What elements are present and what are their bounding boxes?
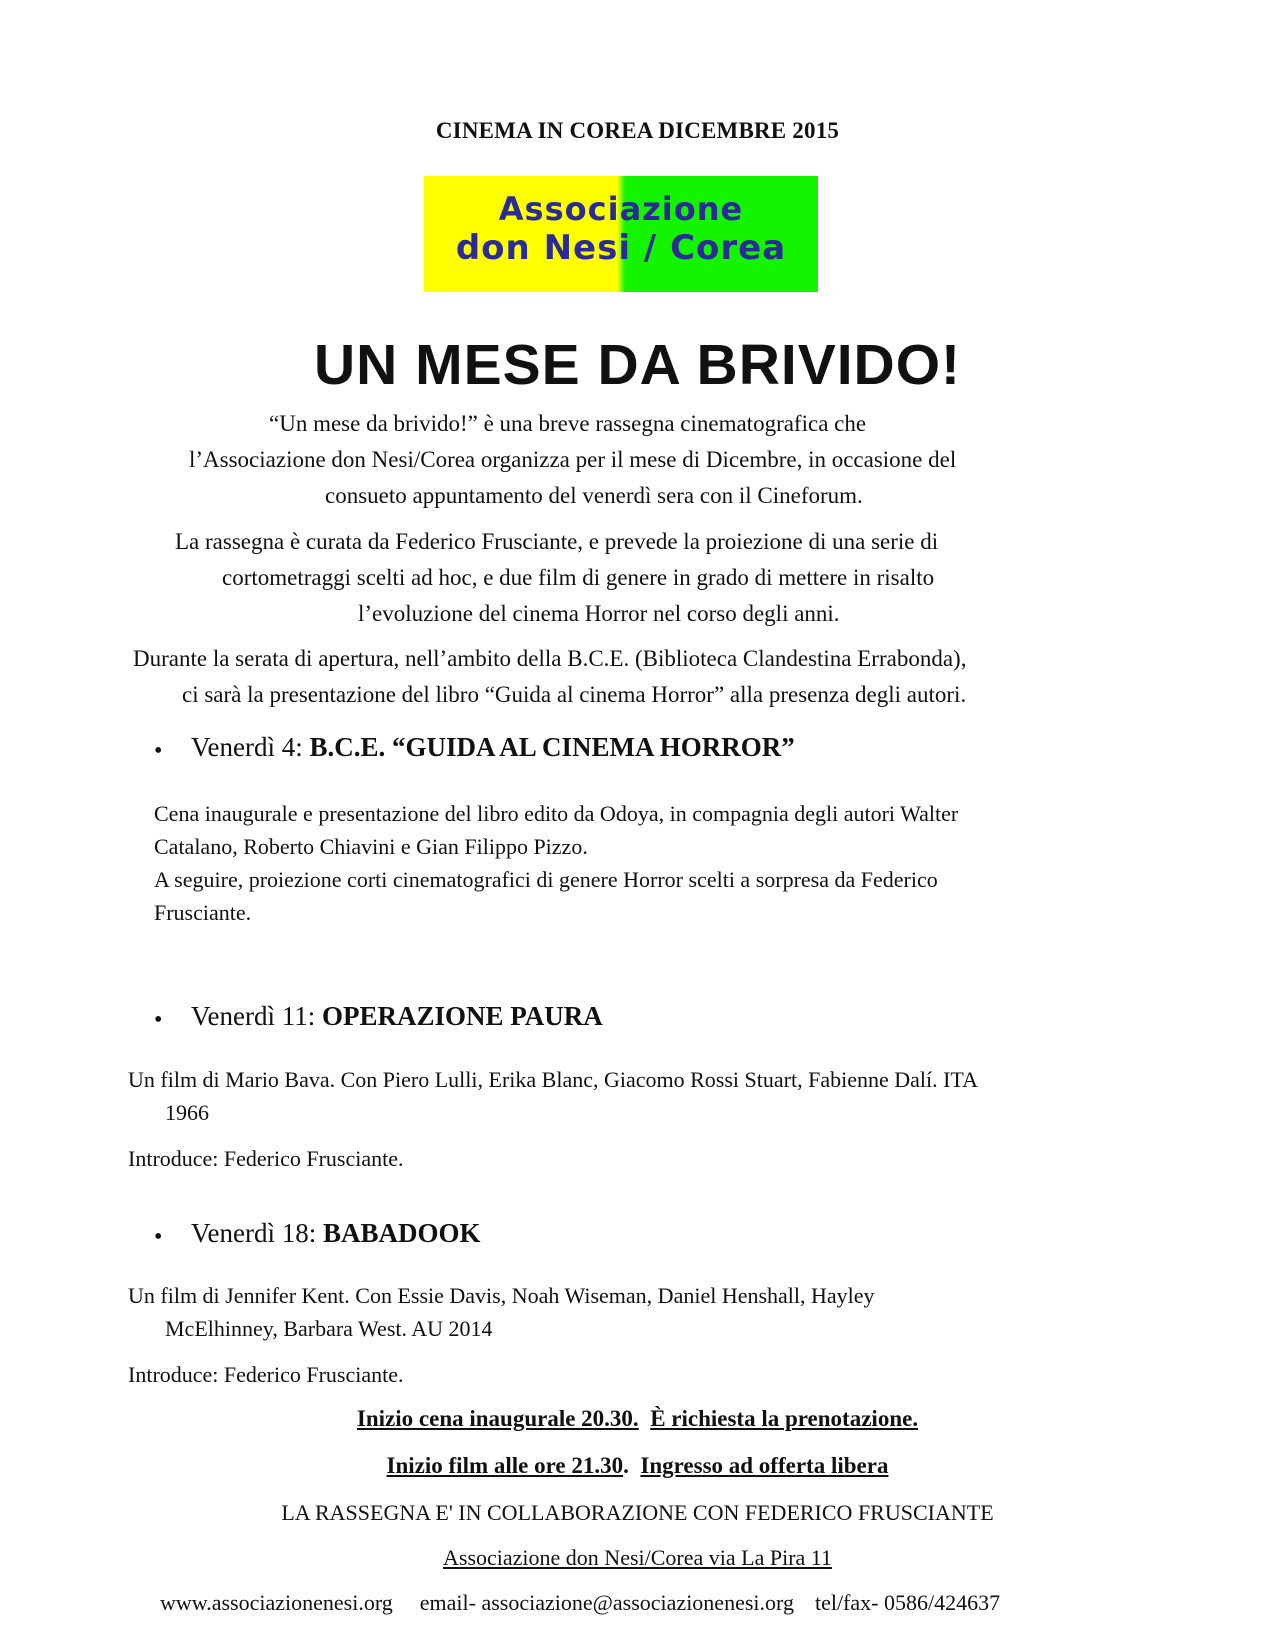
event-1-title: B.C.E. “GUIDA AL CINEMA HORROR” — [309, 732, 795, 762]
event-1-line4: Frusciante. — [154, 900, 252, 925]
logo-inner — [424, 176, 818, 292]
event-2-line2: 1966 — [165, 1100, 209, 1125]
event-3-heading — [191, 1218, 481, 1249]
event-1-heading — [191, 732, 795, 763]
association-logo — [424, 176, 818, 292]
phone-number: tel/fax- 0586/424637 — [814, 1590, 1001, 1615]
event-1-line1: Cena inaugurale e presentazione del libro edito da Odoya, in compagnia degli autori Walter — [154, 801, 959, 826]
reservation-note: È richiesta la prenotazione. — [650, 1406, 919, 1431]
film-time: Inizio film alle ore 21.30 — [386, 1453, 624, 1478]
event-3-introduce: Introduce: Federico Frusciante. — [128, 1362, 404, 1387]
event-1-bullet: • — [154, 738, 163, 764]
headline: UN MESE DA BRIVIDO! — [313, 333, 962, 397]
intro-p3-line2: ci sarà la presentazione del libro “Guida al cinema Horror” alla presenza degli autori. — [182, 682, 967, 707]
collaboration-note: LA RASSEGNA E' IN COLLABORAZIONE CON FEDERICO FRUSCIANTE — [281, 1500, 994, 1525]
intro-p1-line2: l’Associazione don Nesi/Corea organizza per il mese di Dicembre, in occasione del — [189, 447, 957, 472]
intro-p1-line3: consueto appuntamento del venerdì sera con il Cineforum. — [325, 483, 863, 508]
event-2-day: Venerdì 11: — [191, 1001, 316, 1031]
event-1-day: Venerdì 4: — [191, 732, 303, 762]
film-time-period: . — [623, 1453, 629, 1478]
dinner-time: Inizio cena inaugurale 20.30. — [356, 1406, 639, 1431]
event-3-line1: Un film di Jennifer Kent. Con Essie Davis, Noah Wiseman, Daniel Henshall, Hayley — [128, 1283, 875, 1308]
event-3-bullet: • — [154, 1224, 163, 1250]
event-2-heading — [191, 1001, 603, 1032]
entry-note: Ingresso ad offerta libera — [640, 1453, 889, 1478]
intro-p2-line1: La rassegna è curata da Federico Frusciante, e prevede la proiezione di una serie di — [175, 529, 939, 554]
event-2-introduce: Introduce: Federico Frusciante. — [128, 1146, 404, 1171]
logo-line-2: don Nesi / Corea — [455, 228, 787, 268]
event-1-line2: Catalano, Roberto Chiavini e Gian Filippo Pizzo. — [154, 834, 588, 859]
event-2-title: OPERAZIONE PAURA — [321, 1001, 603, 1031]
event-3-title: BABADOOK — [322, 1218, 481, 1248]
event-2-bullet: • — [154, 1007, 163, 1033]
event-1-line3: A seguire, proiezione corti cinematografici di genere Horror scelti a sorpresa da Federico — [154, 867, 938, 892]
email-link[interactable]: email- associazione@associazionenesi.org — [419, 1590, 794, 1615]
event-3-day: Venerdì 18: — [191, 1218, 317, 1248]
logo-line-1: Associazione — [498, 190, 744, 228]
footer-line-1 — [0, 1406, 1275, 1432]
footer-line-2 — [0, 1453, 1275, 1479]
contact-line — [160, 1590, 1000, 1616]
intro-p3-line1: Durante la serata di apertura, nell’ambito della B.C.E. (Biblioteca Clandestina Errabonda), — [133, 646, 967, 671]
intro-p2-line3: l’evoluzione del cinema Horror nel corso degli anni. — [358, 601, 840, 626]
event-3-line2: McElhinney, Barbara West. AU 2014 — [165, 1316, 493, 1341]
intro-p1-line1: “Un mese da brivido!” è una breve rassegna cinematografica che — [269, 411, 867, 436]
top-title: CINEMA IN COREA DICEMBRE 2015 — [435, 118, 840, 143]
address: Associazione don Nesi/Corea via La Pira 11 — [443, 1545, 832, 1570]
intro-p2-line2: cortometraggi scelti ad hoc, e due film di genere in grado di mettere in risalto — [222, 565, 935, 590]
event-2-line1: Un film di Mario Bava. Con Piero Lulli, Erika Blanc, Giacomo Rossi Stuart, Fabienne Dalí. ITA — [128, 1067, 978, 1092]
website-link[interactable]: www.associazionenesi.org — [160, 1590, 393, 1615]
